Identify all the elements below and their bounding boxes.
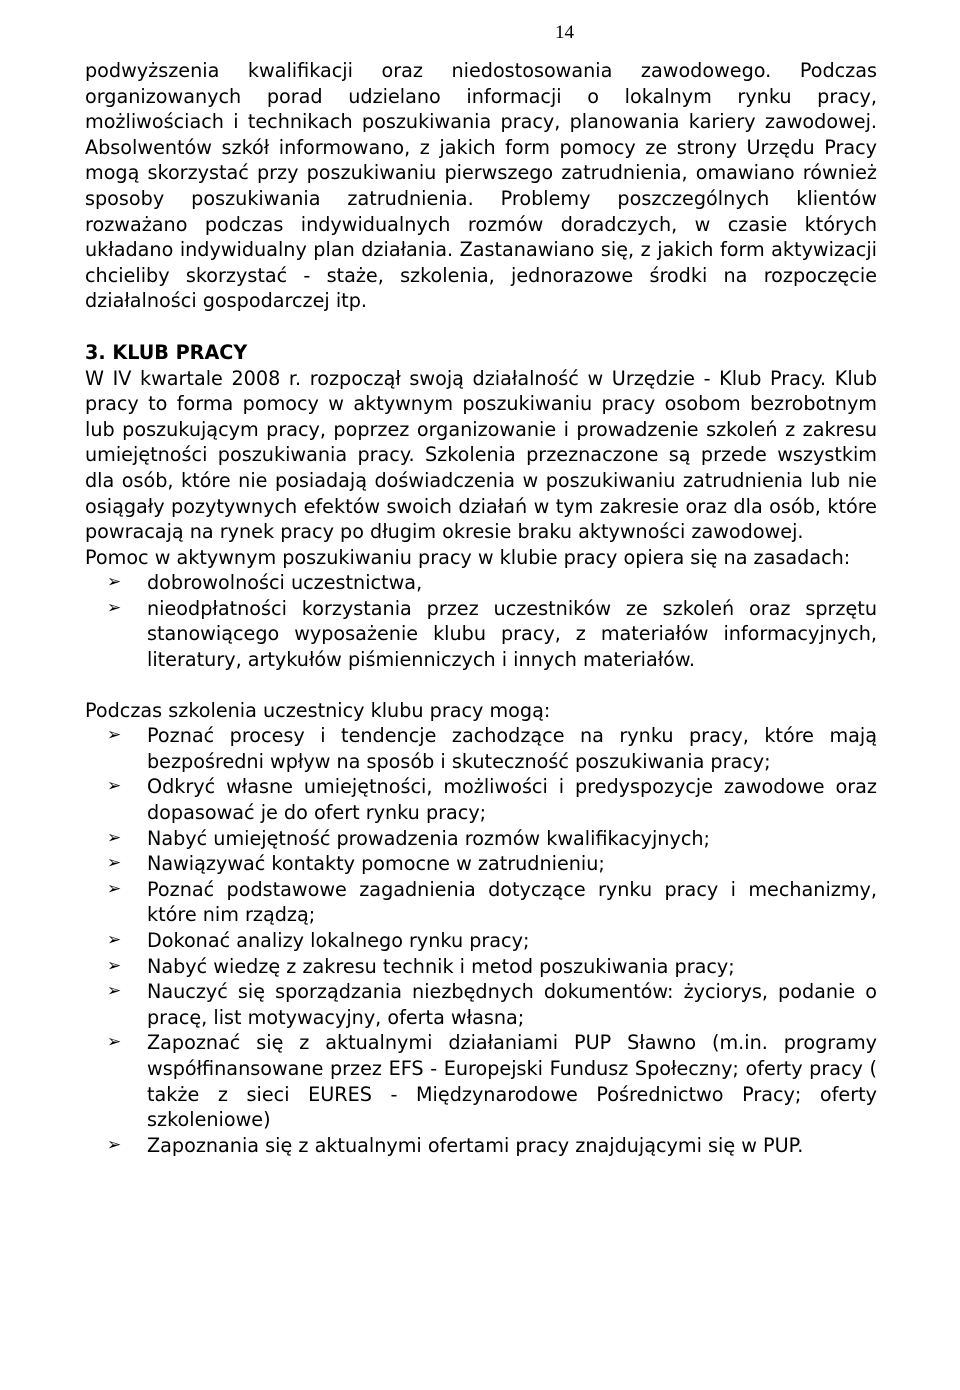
arrowhead-bullet-icon: ➢ bbox=[107, 827, 122, 848]
principles-list bbox=[85, 570, 877, 672]
list-item bbox=[85, 774, 877, 825]
list-item-text: Nabyć wiedzę z zakresu technik i metod poszukiwania pracy; bbox=[147, 954, 735, 978]
abilities-list bbox=[85, 723, 877, 1158]
arrowhead-bullet-icon: ➢ bbox=[107, 1032, 122, 1053]
list-item-text: Odkryć własne umiejętności, możliwości i predyspozycje zawodowe oraz dopasować je do ofert rynku pracy; bbox=[147, 775, 877, 825]
arrowhead-bullet-icon: ➢ bbox=[107, 955, 122, 976]
arrowhead-bullet-icon: ➢ bbox=[107, 981, 122, 1002]
arrowhead-bullet-icon: ➢ bbox=[107, 1134, 122, 1155]
arrowhead-bullet-icon: ➢ bbox=[107, 776, 122, 797]
list-item bbox=[85, 1030, 877, 1132]
page-content bbox=[85, 58, 877, 1158]
section-heading: 3. KLUB PRACY bbox=[85, 340, 248, 364]
list-item-text: Dokonać analizy lokalnego rynku pracy; bbox=[147, 929, 530, 952]
list-item bbox=[85, 570, 877, 596]
list-item bbox=[85, 596, 877, 673]
list-item bbox=[85, 1133, 877, 1159]
section-paragraph-2: Pomoc w aktywnym poszukiwaniu pracy w klubie pracy opiera się na zasadach: bbox=[85, 545, 851, 569]
list-item-text: Poznać procesy i tendencje zachodzące na rynku pracy, które mają bezpośredni wpływ na sposób i skuteczność poszukiwania pracy; bbox=[147, 724, 877, 773]
section-paragraph-1: W IV kwartale 2008 r. rozpoczął swoją działalność w Urzędzie - Klub Pracy. Klub pracy to forma pomocy w aktywnym poszukiwaniu pracy osobom bezrobotnym lub poszukującym pracy, poprzez organizowanie i prowadzenie szkoleń z zakresu umiejętności poszukiwania pracy. Szkolenia przeznaczone są przede wszystkim dla osób, które nie posiadają doświadczenia w poszukiwaniu zatrudnienia lub nie osiągały pozytywnych efektów swoich działań w tym zakresie oraz dla osób, które powracają na rynek pracy po długim okresie braku aktywności zawodowej. bbox=[85, 366, 877, 544]
arrowhead-bullet-icon: ➢ bbox=[107, 878, 122, 899]
list-item bbox=[85, 928, 877, 954]
list-item-text: dobrowolności uczestnictwa, bbox=[147, 571, 423, 595]
list-item bbox=[85, 723, 877, 774]
list-item-text: Zapoznania się z aktualnymi ofertami pracy znajdującymi się w PUP. bbox=[147, 1133, 804, 1157]
page-number: 14 bbox=[555, 22, 574, 43]
list-item bbox=[85, 979, 877, 1030]
list-item-text: Poznać podstawowe zagadnienia dotyczące rynku pracy i mechanizmy, które nim rządzą; bbox=[147, 877, 877, 927]
list-item bbox=[85, 877, 877, 928]
list-item bbox=[85, 826, 877, 852]
list-item bbox=[85, 954, 877, 980]
arrowhead-bullet-icon: ➢ bbox=[107, 572, 122, 593]
list-item bbox=[85, 851, 877, 877]
arrowhead-bullet-icon: ➢ bbox=[107, 930, 122, 950]
list-item-text: nieodpłatności korzystania przez uczestników ze szkoleń oraz sprzętu stanowiącego wyposażenie klubu pracy, z materiałów informacyjnych, literatury, artykułów piśmienniczych i innych materiałów. bbox=[147, 596, 877, 672]
arrowhead-bullet-icon: ➢ bbox=[107, 725, 122, 746]
list-item-text: Zapoznać się z aktualnymi działaniami PUP Sławno (m.in. programy współfinansowane przez EFS - Europejski Fundusz Społeczny; oferty pracy ( także z sieci EURES - Międzynarodowe Pośrednictwo Pracy; oferty szkoleniowe) bbox=[147, 1031, 877, 1132]
section-paragraph-3: Podczas szkolenia uczestnicy klubu pracy mogą: bbox=[85, 698, 551, 722]
list-item-text: Nabyć umiejętność prowadzenia rozmów kwalifikacyjnych; bbox=[147, 826, 710, 850]
arrowhead-bullet-icon: ➢ bbox=[107, 597, 122, 618]
list-item-text: Nauczyć się sporządzania niezbędnych dokumentów: życiorys, podanie o pracę, list motywacyjny, oferta własna; bbox=[147, 980, 877, 1029]
list-item-text: Nawiązywać kontakty pomocne w zatrudnieniu; bbox=[147, 852, 605, 876]
arrowhead-bullet-icon: ➢ bbox=[107, 853, 122, 874]
intro-paragraph: podwyższenia kwalifikacji oraz niedostosowania zawodowego. Podczas organizowanych porad udzielano informacji o lokalnym rynku pracy, możliwościach i technikach poszukiwania pracy, planowania kariery zawodowej. Absolwentów szkół informowano, z jakich form pomocy ze strony Urzędu Pracy mogą skorzystać przy poszukiwaniu pierwszego zatrudnienia, omawiano również sposoby poszukiwania zatrudnienia. Problemy poszczególnych klientów rozważano podczas indywidualnych rozmów doradczych, w czasie których układano indywidualny plan działania. Zastanawiano się, z jakich form aktywizacji chcieliby skorzystać - staże, szkolenia, jednorazowe środki na rozpoczęcie działalności gospodarczej itp. bbox=[85, 59, 877, 313]
